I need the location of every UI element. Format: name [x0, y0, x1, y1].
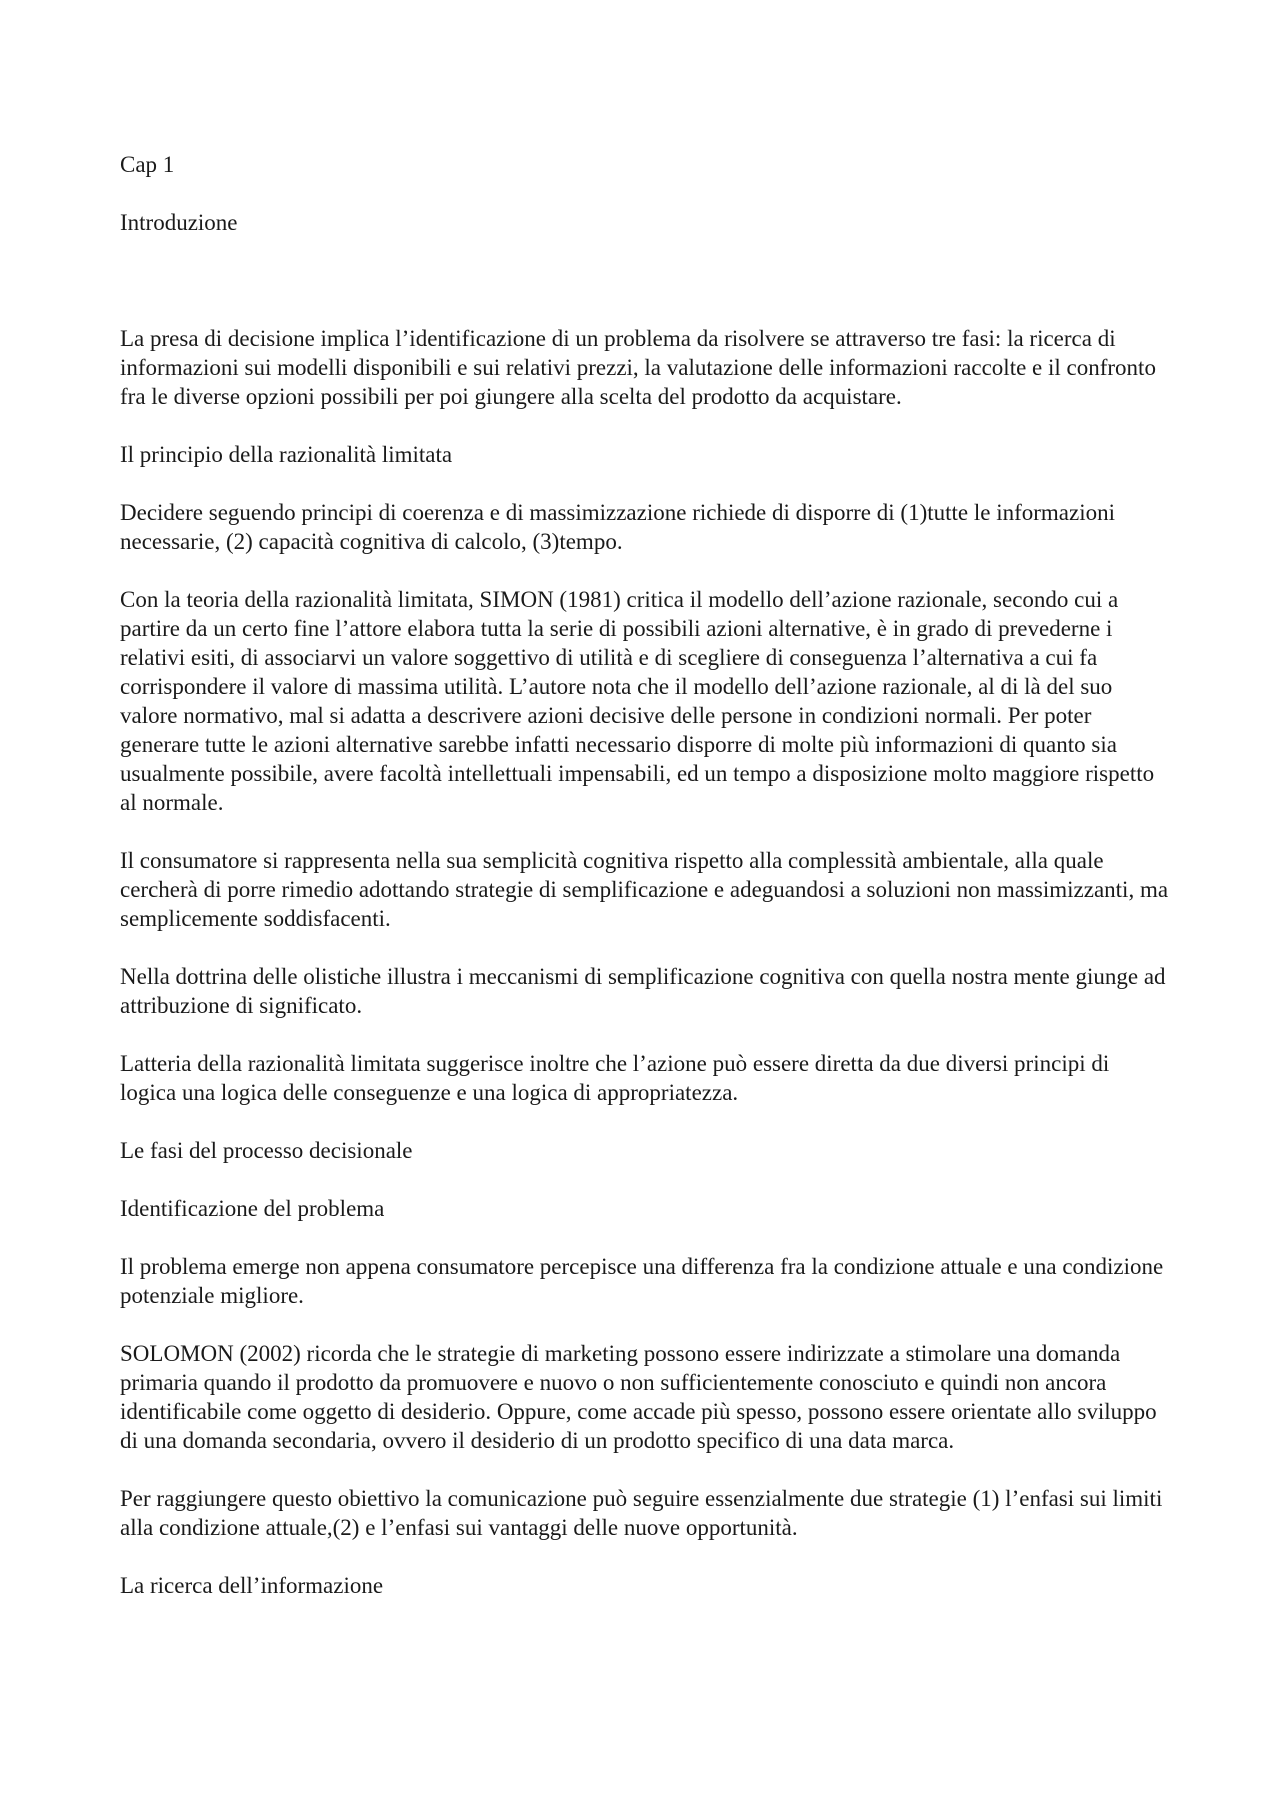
section-title-introduzione: Introduzione	[120, 210, 238, 235]
document-body	[120, 150, 1170, 1629]
chapter-label: Cap 1	[120, 152, 175, 177]
heading-ricerca-informazione: La ricerca dell’informazione	[120, 1573, 384, 1598]
paragraph-dottrina: Nella dottrina delle olistiche illustra i meccanismi di semplificazione cognitiva con quella nostra mente giunge ad attribuzione di significato.	[120, 964, 1166, 1018]
paragraph-problema-emerge: Il problema emerge non appena consumatore percepisce una differenza fra la condizione attuale e una condizione potenziale migliore.	[120, 1254, 1164, 1308]
paragraph-consumatore: Il consumatore si rappresenta nella sua semplicità cognitiva rispetto alla complessità ambientale, alla quale cercherà di porre rimedio adottando strategie di semplificazione e adeguandosi a soluzioni non massimizzanti, ma semplicemente soddisfacenti.	[120, 848, 1169, 931]
paragraph-simon: Con la teoria della razionalità limitata, SIMON (1981) critica il modello dell’azione razionale, secondo cui a partire da un certo fine l’attore elabora tutta la serie di possibili azioni alternative, è in grado di prevederne i relativi esiti, di associarvi un valore soggettivo di utilità e di scegliere di conseguenza l’alternativa a cui fa corrispondere il valore di massima utilità. L’autore nota che il modello dell’azione razionale, al di là del suo valore normativo, mal si adatta a descrivere azioni decisive delle persone in condizioni normali. Per poter generare tutte le azioni alternative sarebbe infatti necessario disporre di molte più informazioni di quanto sia usualmente possibile, avere facoltà intellettuali impensabili, ed un tempo a disposizione molto maggiore rispetto al normale.	[120, 587, 1155, 815]
paragraph-latteria: Latteria della razionalità limitata suggerisce inoltre che l’azione può essere diretta da due diversi principi di logica una logica delle conseguenze e una logica di appropriatezza.	[120, 1051, 1110, 1105]
heading-razionalita-limitata: Il principio della razionalità limitata	[120, 442, 453, 467]
paragraph-decidere: Decidere seguendo principi di coerenza e di massimizzazione richiede di disporre di (1)tutte le informazioni necessarie, (2) capacità cognitiva di calcolo, (3)tempo.	[120, 500, 1115, 554]
heading-fasi-processo: Le fasi del processo decisionale	[120, 1138, 413, 1163]
heading-identificazione-problema: Identificazione del problema	[120, 1196, 385, 1221]
paragraph-presa-di-decisione: La presa di decisione implica l’identificazione di un problema da risolvere se attraverso tre fasi: la ricerca di informazioni sui modelli disponibili e sui relativi prezzi, la valutazione delle informazioni raccolte e il confronto fra le diverse opzioni possibili per poi giungere alla scelta del prodotto da acquistare.	[120, 326, 1156, 409]
paragraph-solomon: SOLOMON (2002) ricorda che le strategie di marketing possono essere indirizzate a stimolare una domanda primaria quando il prodotto da promuovere e nuovo o non sufficientemente conosciuto e quindi non ancora identificabile come oggetto di desiderio. Oppure, come accade più spesso, possono essere orientate allo sviluppo di una domanda secondaria, ovvero il desiderio di un prodotto specifico di una data marca.	[120, 1341, 1157, 1453]
paragraph-comunicazione: Per raggiungere questo obiettivo la comunicazione può seguire essenzialmente due strategie (1) l’enfasi sui limiti alla condizione attuale,(2) e l’enfasi sui vantaggi delle nuove opportunità.	[120, 1486, 1163, 1540]
